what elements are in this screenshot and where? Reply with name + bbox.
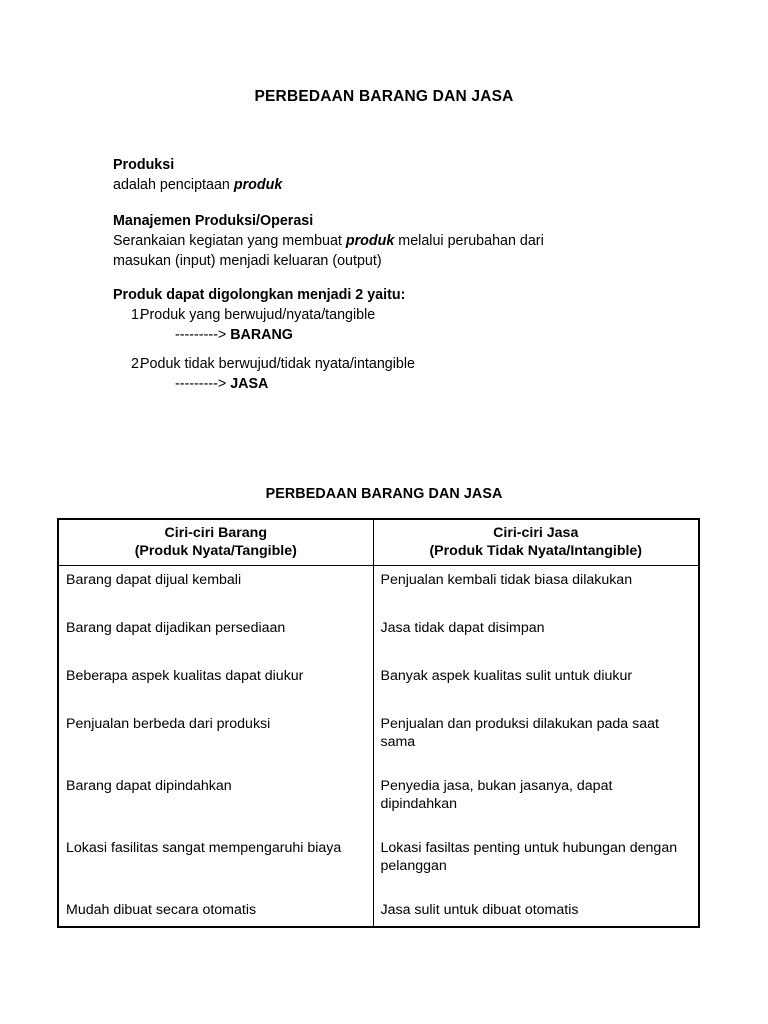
list-item-marker: 1. <box>131 307 143 323</box>
list-item-marker: 2. <box>131 356 143 372</box>
table-row <box>59 662 698 710</box>
column-header-jasa <box>373 520 698 566</box>
cell-barang: Barang dapat dijual kembali <box>59 566 373 614</box>
section-produksi-emphasis: produk <box>233 177 283 193</box>
list-item-arrow-row <box>113 374 658 394</box>
cell-jasa: Jasa sulit untuk dibuat otomatis <box>380 901 579 918</box>
paragraph-emphasis: produk <box>345 233 395 249</box>
section-manajemen-heading: Manajemen Produksi/Operasi <box>113 213 314 229</box>
page-title: PERBEDAAN BARANG DAN JASA <box>254 88 514 105</box>
cell-jasa: Penyedia jasa, bukan jasanya, dapat dipindahkan <box>380 777 613 812</box>
table-row <box>59 834 698 896</box>
section-produksi-heading: Produksi <box>113 157 175 173</box>
table-row <box>59 772 698 834</box>
list-item <box>113 305 658 345</box>
comparison-table <box>57 518 700 928</box>
column-header-barang <box>59 520 373 566</box>
cell-barang: Mudah dibuat secara otomatis <box>59 896 373 926</box>
table-title: PERBEDAAN BARANG DAN JASA <box>265 486 503 502</box>
column-header-jasa-line2: (Produk Tidak Nyata/Intangible) <box>429 543 643 559</box>
cell-jasa: Jasa tidak dapat disimpan <box>380 619 545 636</box>
list-item-target: JASA <box>230 376 269 392</box>
section-produksi <box>113 155 658 195</box>
column-header-jasa-line1: Ciri-ciri Jasa <box>493 525 579 541</box>
list-item <box>113 345 658 394</box>
section-manajemen <box>113 211 658 271</box>
cell-jasa: Banyak aspek kualitas sulit untuk diukur <box>380 667 633 684</box>
column-header-barang-line1: Ciri-ciri Barang <box>164 525 267 541</box>
spacer <box>113 271 658 285</box>
spacer <box>113 345 658 354</box>
list-heading: Produk dapat digolongkan menjadi 2 yaitu: <box>113 287 406 303</box>
section-produksi-text: adalah penciptaan <box>113 177 234 193</box>
cell-barang: Penjualan berbeda dari produksi <box>59 710 373 772</box>
comparison-table-grid <box>59 520 698 926</box>
cell-barang: Barang dapat dijadikan persediaan <box>59 614 373 662</box>
list-item-row <box>113 354 658 374</box>
list-item-arrow-row <box>113 325 658 345</box>
product-type-list <box>113 305 658 394</box>
cell-jasa: Penjualan kembali tidak biasa dilakukan <box>380 572 633 588</box>
table-header-row <box>59 520 698 566</box>
paragraph-text-part-2: melalui perubahan dari <box>394 233 544 249</box>
list-item-label: Produk yang berwujud/nyata/tangible <box>140 307 376 323</box>
arrow-icon: ---------> <box>175 327 227 343</box>
section-produksi-line <box>113 175 658 195</box>
table-header <box>59 520 698 566</box>
cell-barang: Barang dapat dipindahkan <box>59 772 373 834</box>
table-row <box>59 614 698 662</box>
table-body <box>59 566 698 926</box>
cell-barang: Lokasi fasilitas sangat mempengaruhi biaya <box>59 834 373 896</box>
list-item-row <box>113 305 658 325</box>
cell-barang: Beberapa aspek kualitas dapat diukur <box>59 662 373 710</box>
table-row <box>59 896 698 926</box>
paragraph-text-part-1: Serankaian kegiatan yang membuat <box>113 233 346 249</box>
table-row <box>59 710 698 772</box>
section-manajemen-paragraph <box>113 231 658 271</box>
list-item-target: BARANG <box>230 327 293 343</box>
document-body <box>113 155 658 394</box>
cell-jasa: Penjualan dan produksi dilakukan pada saat sama <box>380 715 659 750</box>
arrow-icon: ---------> <box>175 376 227 392</box>
column-header-barang-line2: (Produk Nyata/Tangible) <box>134 543 297 559</box>
list-item-label: Poduk tidak berwujud/tidak nyata/intangible <box>140 356 415 372</box>
paragraph-line-2: masukan (input) menjadi keluaran (output) <box>113 253 382 269</box>
spacer <box>113 195 658 211</box>
table-row <box>59 566 698 614</box>
cell-jasa: Lokasi fasiltas penting untuk hubungan dengan pelanggan <box>380 839 678 874</box>
